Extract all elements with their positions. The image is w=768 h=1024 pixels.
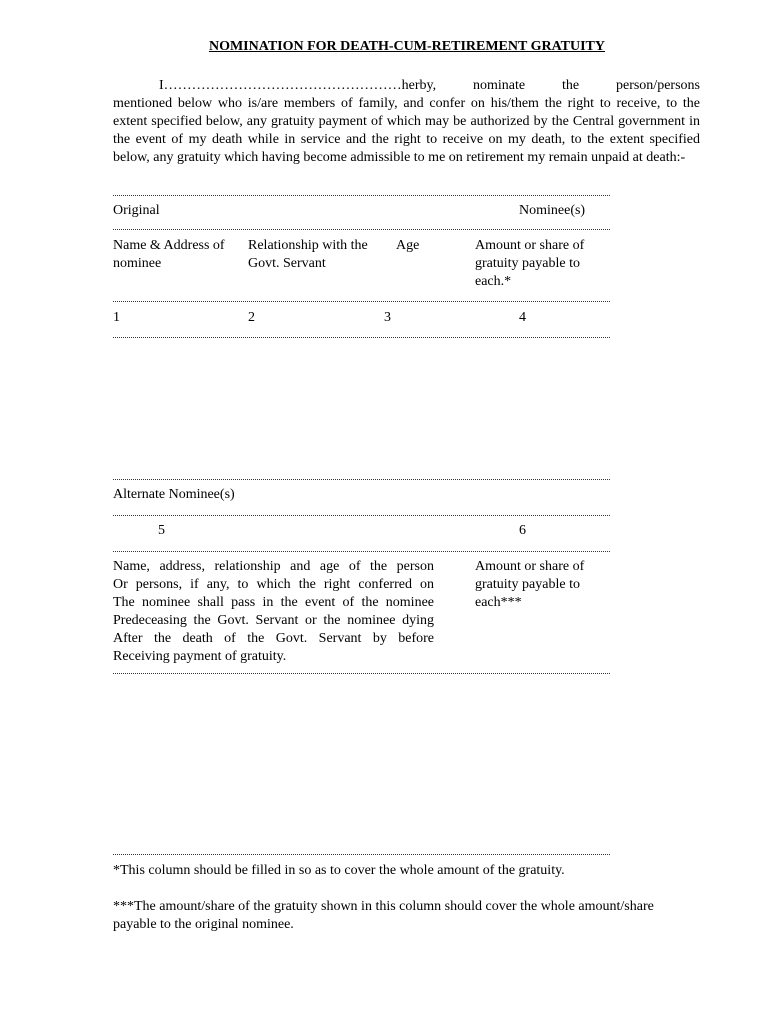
header-line: Amount or share of [475,238,585,253]
column-number-6: 6 [519,523,526,538]
column-header-age: Age [396,238,420,253]
column-header-alternate-amount [475,558,584,612]
dotted-separator [113,854,610,855]
dotted-separator [113,229,610,230]
nominee-label: Nominee(s) [519,203,586,218]
dotted-separator [113,337,610,338]
alternate-label: Alternate Nominee(s) [113,487,235,502]
column-number-4: 4 [519,310,526,325]
intro-word: nominate [473,78,526,93]
footnote-1: *This column should be filled in so as to cover the whole amount of the gratuity. [113,863,565,878]
dotted-separator [113,673,610,674]
header-line: nominee [113,256,162,271]
form-title: NOMINATION FOR DEATH-CUM-RETIREMENT GRATUITY [208,39,606,54]
column-number-2: 2 [248,310,255,325]
footnote-2-line-1: ***The amount/share of the gratuity shown in this column should cover the whole amount/share [113,899,654,914]
header-line: Predeceasing the Govt. Servant or the nominee dying [113,613,434,628]
column-header-name-address [113,237,225,273]
header-line: Relationship with the [248,238,368,253]
header-line: After the death of the Govt. Servant by before [113,631,434,646]
dotted-separator [113,195,610,196]
column-header-relationship [248,237,368,273]
header-line: gratuity payable to [475,577,580,592]
intro-paragraph [113,77,700,167]
column-header-alternate-details [113,558,434,666]
dotted-separator [113,551,610,552]
original-label: Original [113,203,160,218]
intro-declarant: I……………………………………………herby, [159,78,437,93]
header-line: The nominee shall pass in the event of the nominee [113,595,434,610]
intro-word: person/persons [615,78,700,93]
intro-word: the [562,78,580,93]
column-number-3: 3 [384,310,391,325]
header-line: Govt. Servant [248,256,326,271]
column-number-5: 5 [158,523,165,538]
column-header-amount [475,237,584,291]
footnote-2-line-2: payable to the original nominee. [113,917,294,932]
dotted-separator [113,479,610,480]
header-line: Name, address, relationship and age of the person [113,559,434,574]
header-line: Name & Address of [113,238,225,253]
intro-first-line [113,77,700,95]
intro-body: mentioned below who is/are members of family, and confer on his/them the right to receive, to the extent specified below, any gratuity payment of which may be authorized by the Central government in the event of my death while in service and the right to receive on my death, to the extent specified below, any gratuity which having become admissible to me on retirement my remain unpaid at death:- [113,96,700,165]
dotted-separator [113,301,610,302]
dotted-separator [113,515,610,516]
header-line: Or persons, if any, to which the right conferred on [113,577,434,592]
column-number-1: 1 [113,310,120,325]
header-line: Amount or share of [475,559,585,574]
header-line: each*** [475,595,522,610]
header-line: each.* [475,274,512,289]
header-line: Receiving payment of gratuity. [113,649,287,664]
header-line: gratuity payable to [475,256,580,271]
